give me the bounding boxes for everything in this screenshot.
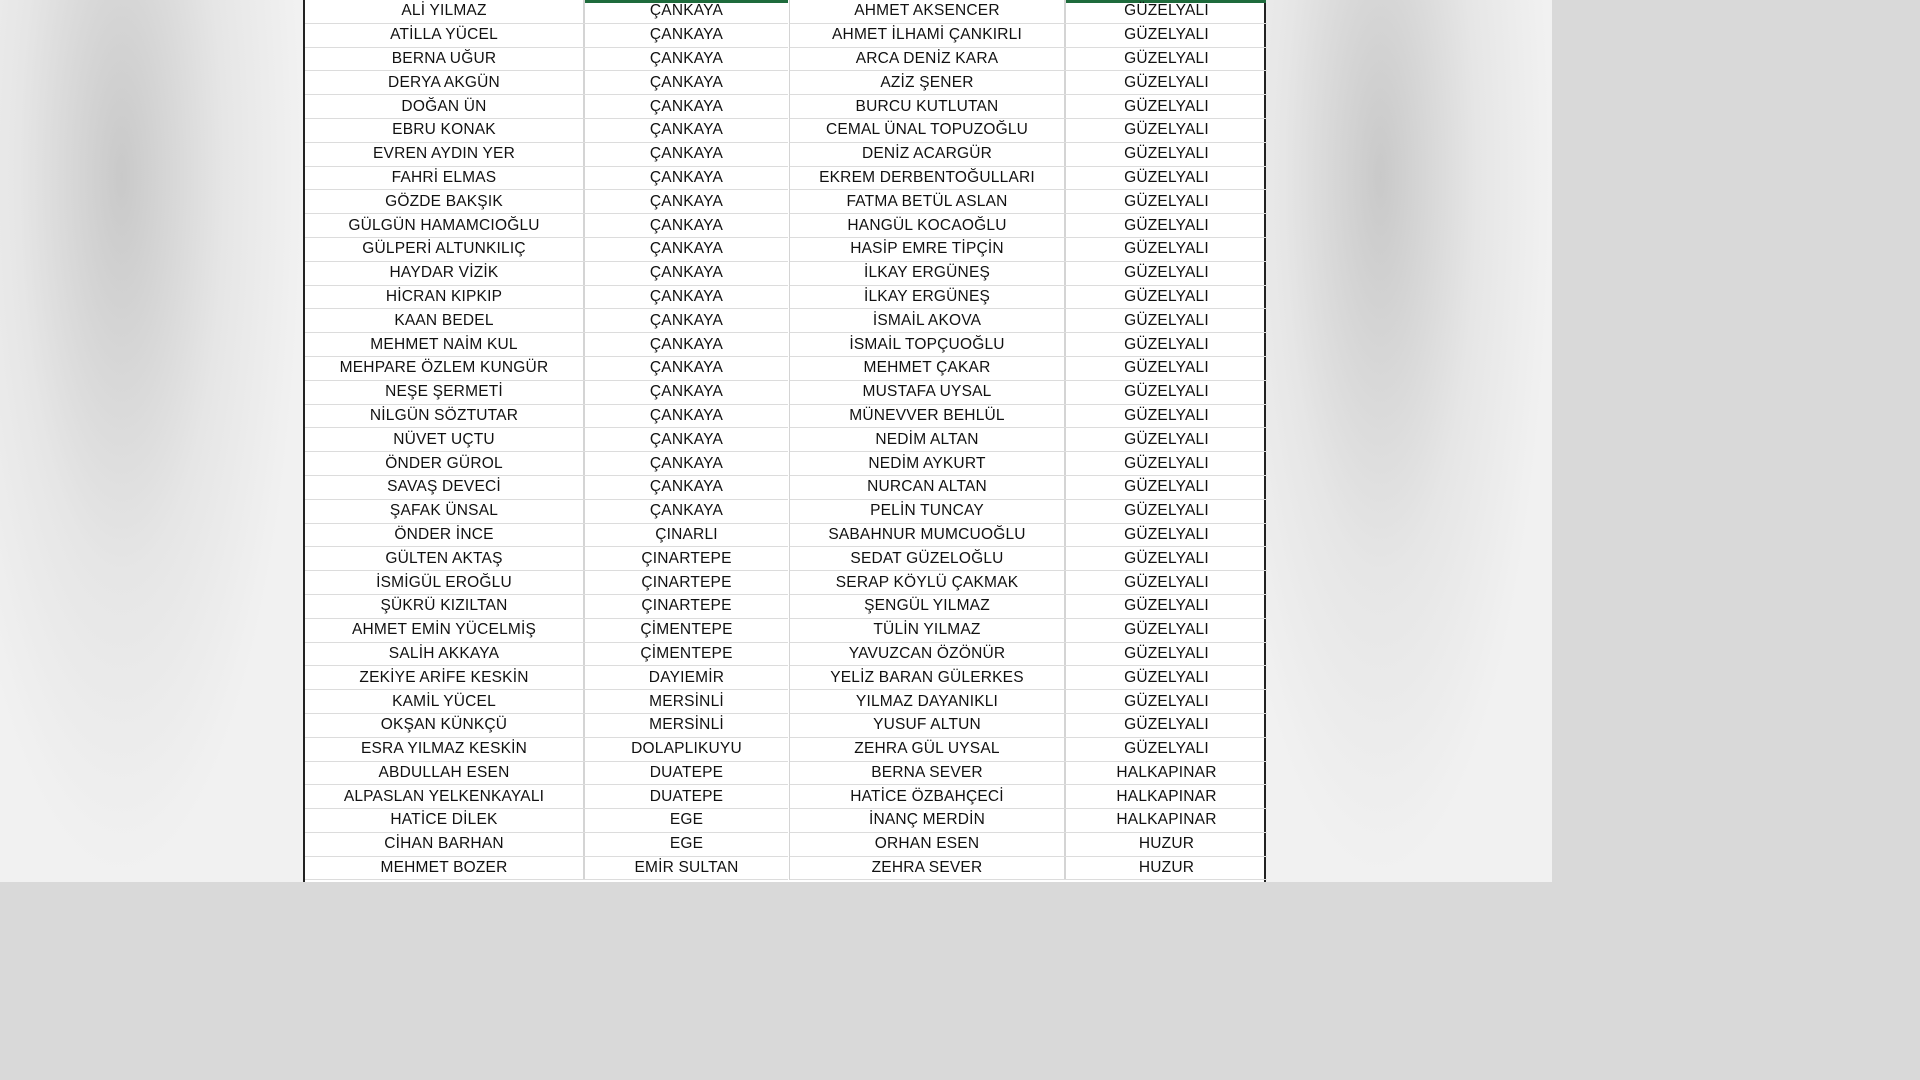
place-cell[interactable]: ÇİMENTEPE [640,621,733,639]
table-row [305,95,788,119]
table-row [790,833,1267,857]
place-cell[interactable]: GÜZELYALI [1124,454,1209,472]
table-row [790,785,1267,809]
name-cell[interactable]: ALİ YILMAZ [305,0,585,23]
table-row [790,167,1267,191]
name-cell[interactable]: ORHAN ESEN [790,833,1066,856]
place-cell[interactable]: ÇANKAYA [649,478,724,496]
place-cell[interactable]: ÇINARTEPE [641,597,732,615]
name-cell[interactable]: PELİN TUNCAY [790,500,1066,523]
place-cell[interactable]: ÇANKAYA [649,26,724,44]
place-cell[interactable]: GÜZELYALI [1124,264,1209,282]
name-cell[interactable]: ŞENGÜL YILMAZ [790,595,1066,618]
table-row [305,500,788,524]
name-cell[interactable]: CEMAL ÜNAL TOPUZOĞLU [790,119,1066,142]
table-row [790,428,1267,452]
place-cell[interactable]: GÜZELYALI [1124,692,1209,710]
place-cell[interactable]: ÇANKAYA [649,168,724,186]
name-cell[interactable]: ÖNDER GÜROL [305,452,585,475]
table-row [790,0,1267,24]
place-cell[interactable]: ÇANKAYA [649,383,724,401]
place-cell[interactable]: GÜZELYALI [1124,216,1209,234]
name-cell[interactable]: DENİZ ACARGÜR [790,143,1066,166]
place-cell[interactable]: ÇANKAYA [649,430,724,448]
name-cell[interactable]: BERNA UĞUR [305,48,585,71]
name-cell[interactable]: OKŞAN KÜNKÇÜ [305,714,585,737]
place-cell[interactable]: ÇANKAYA [649,311,724,329]
place-cell[interactable]: GÜZELYALI [1124,49,1209,67]
table-row [790,143,1267,167]
blurred-background-right [1266,0,1552,882]
place-cell[interactable]: ÇANKAYA [649,121,724,139]
table-row [790,71,1267,95]
place-cell[interactable]: ÇANKAYA [649,240,724,258]
table-row [305,738,788,762]
table-row [305,190,788,214]
place-cell[interactable]: GÜZELYALI [1124,359,1209,377]
place-cell[interactable]: GÜZELYALI [1124,668,1209,686]
table-row [305,214,788,238]
name-cell[interactable]: ESRA YILMAZ KESKİN [305,738,585,761]
table-row [305,833,788,857]
name-cell[interactable]: İSMAİL TOPÇUOĞLU [790,333,1066,356]
name-cell[interactable]: HİCRAN KIPKIP [305,286,585,309]
place-cell[interactable]: ÇANKAYA [649,502,724,520]
name-cell[interactable]: FAHRİ ELMAS [305,167,585,190]
place-cell[interactable]: GÜZELYALI [1124,2,1209,20]
table-row [305,71,788,95]
table-row [305,24,788,48]
name-cell[interactable]: DERYA AKGÜN [305,71,585,94]
name-cell[interactable]: NEŞE ŞERMETİ [305,381,585,404]
place-cell[interactable]: ÇANKAYA [649,145,724,163]
name-cell[interactable]: GÜLGÜN HAMAMCIOĞLU [305,214,585,237]
table-row [305,381,788,405]
place-cell[interactable]: GÜZELYALI [1124,97,1209,115]
name-cell[interactable]: SERAP KÖYLÜ ÇAKMAK [790,571,1066,594]
name-cell[interactable]: NEDİM ALTAN [790,428,1066,451]
name-cell[interactable]: BERNA SEVER [790,762,1066,785]
table-row [790,500,1267,524]
name-cell[interactable]: FATMA BETÜL ASLAN [790,190,1066,213]
table-row [305,595,788,619]
place-cell[interactable]: GÜZELYALI [1124,287,1209,305]
place-cell[interactable]: ÇANKAYA [649,73,724,91]
name-cell[interactable]: İLKAY ERGÜNEŞ [790,262,1066,285]
place-cell[interactable]: GÜZELYALI [1124,644,1209,662]
place-cell[interactable]: ÇANKAYA [649,287,724,305]
name-cell[interactable]: ARCA DENİZ KARA [790,48,1066,71]
table-row [305,690,788,714]
name-cell[interactable]: NURCAN ALTAN [790,476,1066,499]
name-cell[interactable]: İNANÇ MERDİN [790,809,1066,832]
name-cell[interactable]: ZEKİYE ARİFE KESKİN [305,666,585,689]
place-cell[interactable]: ÇANKAYA [649,335,724,353]
name-cell[interactable]: KAAN BEDEL [305,309,585,332]
table-row [790,857,1267,881]
name-cell[interactable]: TÜLİN YILMAZ [790,619,1066,642]
name-cell[interactable]: YUSUF ALTUN [790,714,1066,737]
table-row [305,405,788,429]
name-cell[interactable]: MUSTAFA UYSAL [790,381,1066,404]
place-cell[interactable]: GÜZELYALI [1124,168,1209,186]
name-cell[interactable]: MEHMET NAİM KUL [305,333,585,356]
table-row [790,24,1267,48]
name-cell[interactable]: AHMET EMİN YÜCELMİŞ [305,619,585,642]
place-cell[interactable]: ÇANKAYA [649,49,724,67]
place-cell[interactable]: GÜZELYALI [1124,121,1209,139]
table-row [790,48,1267,72]
table-row [305,714,788,738]
table-row [790,738,1267,762]
place-cell[interactable]: ÇINARTEPE [641,573,732,591]
place-cell[interactable]: ÇANKAYA [649,454,724,472]
table-row [305,428,788,452]
place-cell[interactable]: GÜZELYALI [1124,335,1209,353]
place-cell[interactable]: DAYIEMİR [648,668,725,686]
name-cell[interactable]: AHMET İLHAMİ ÇANKIRLI [790,24,1066,47]
place-cell[interactable]: ÇANKAYA [649,359,724,377]
name-cell[interactable]: ÖNDER İNCE [305,524,585,547]
right-table [789,0,1267,880]
table-row [790,619,1267,643]
place-cell[interactable]: GÜZELYALI [1124,621,1209,639]
table-row [790,643,1267,667]
name-cell[interactable]: MEHMET BOZER [305,857,585,880]
name-cell[interactable]: GÜLPERİ ALTUNKILIÇ [305,238,585,261]
table-row [790,357,1267,381]
table-row [305,452,788,476]
table-row [305,666,788,690]
place-cell[interactable]: GÜZELYALI [1124,406,1209,424]
place-cell[interactable]: GÜZELYALI [1124,502,1209,520]
table-row [305,762,788,786]
table-row [305,167,788,191]
name-cell[interactable]: CİHAN BARHAN [305,833,585,856]
table-row [790,452,1267,476]
place-cell[interactable]: GÜZELYALI [1124,525,1209,543]
table-row [305,119,788,143]
name-cell[interactable]: EVREN AYDIN YER [305,143,585,166]
table-row [790,714,1267,738]
table-row [305,238,788,262]
table-row [790,286,1267,310]
table-row [305,0,788,24]
place-cell[interactable]: GÜZELYALI [1124,311,1209,329]
name-cell[interactable]: SALİH AKKAYA [305,643,585,666]
name-cell[interactable]: NİLGÜN SÖZTUTAR [305,405,585,428]
name-cell[interactable]: ZEHRA SEVER [790,857,1066,880]
name-cell[interactable]: İSMAİL AKOVA [790,309,1066,332]
table-row [790,476,1267,500]
table-row [305,309,788,333]
name-cell[interactable]: YILMAZ DAYANIKLI [790,690,1066,713]
name-cell[interactable]: EKREM DERBENTOĞULLARI [790,167,1066,190]
name-cell[interactable]: HANGÜL KOCAOĞLU [790,214,1066,237]
name-cell[interactable]: EBRU KONAK [305,119,585,142]
name-cell[interactable]: SEDAT GÜZELOĞLU [790,547,1066,570]
name-cell[interactable]: GÖZDE BAKŞIK [305,190,585,213]
table-row [790,571,1267,595]
place-cell[interactable]: HALKAPINAR [1116,763,1217,781]
table-row [790,762,1267,786]
name-cell[interactable]: ALPASLAN YELKENKAYALI [305,785,585,808]
table-row [305,619,788,643]
table-row [305,857,788,881]
left-table [305,0,788,880]
name-cell[interactable]: ATİLLA YÜCEL [305,24,585,47]
place-cell[interactable]: GÜZELYALI [1124,716,1209,734]
table-row [305,143,788,167]
name-cell[interactable]: İSMİGÜL EROĞLU [305,571,585,594]
name-cell[interactable]: ABDULLAH ESEN [305,762,585,785]
place-cell[interactable]: GÜZELYALI [1124,597,1209,615]
name-cell[interactable]: YAVUZCAN ÖZÖNÜR [790,643,1066,666]
name-cell[interactable]: ZEHRA GÜL UYSAL [790,738,1066,761]
table-row [790,405,1267,429]
table-row [790,238,1267,262]
place-cell[interactable]: ÇİMENTEPE [640,644,733,662]
place-cell[interactable]: GÜZELYALI [1124,740,1209,758]
table-row [790,690,1267,714]
place-cell[interactable]: ÇINARLI [655,525,718,543]
name-cell[interactable]: AZİZ ŞENER [790,71,1066,94]
place-cell[interactable]: DUATEPE [649,787,724,805]
table-row [790,524,1267,548]
table-row [790,309,1267,333]
table-row [790,809,1267,833]
table-row [305,357,788,381]
name-cell[interactable]: YELİZ BARAN GÜLERKES [790,666,1066,689]
blurred-background-left [0,0,304,882]
place-cell[interactable]: GÜZELYALI [1124,73,1209,91]
table-row [305,809,788,833]
place-cell[interactable]: EGE [669,811,704,829]
table-row [790,214,1267,238]
table-row [790,333,1267,357]
spreadsheet [303,0,1266,882]
place-cell[interactable]: GÜZELYALI [1124,192,1209,210]
name-cell[interactable]: NÜVET UÇTU [305,428,585,451]
place-cell[interactable]: GÜZELYALI [1124,549,1209,567]
table-row [305,643,788,667]
table-row [790,95,1267,119]
name-cell[interactable]: BURCU KUTLUTAN [790,95,1066,118]
place-cell[interactable]: GÜZELYALI [1124,573,1209,591]
name-cell[interactable]: DOĞAN ÜN [305,95,585,118]
name-cell[interactable]: HASİP EMRE TİPÇİN [790,238,1066,261]
place-cell[interactable]: GÜZELYALI [1124,240,1209,258]
table-row [790,547,1267,571]
place-cell[interactable]: HUZUR [1138,835,1195,853]
place-cell[interactable]: GÜZELYALI [1124,145,1209,163]
name-cell[interactable]: MÜNEVVER BEHLÜL [790,405,1066,428]
place-cell[interactable]: ÇANKAYA [649,192,724,210]
place-cell[interactable]: EMİR SULTAN [634,859,739,877]
table-row [305,262,788,286]
name-cell[interactable]: HAYDAR VİZİK [305,262,585,285]
name-cell[interactable]: HATİCE ÖZBAHÇECİ [790,785,1066,808]
place-cell[interactable]: ÇANKAYA [649,216,724,234]
name-cell[interactable]: SAVAŞ DEVECİ [305,476,585,499]
name-cell[interactable]: AHMET AKSENCER [790,0,1066,23]
table-row [305,547,788,571]
table-row [305,524,788,548]
place-cell[interactable]: HUZUR [1138,859,1195,877]
name-cell[interactable]: GÜLTEN AKTAŞ [305,547,585,570]
place-cell[interactable]: GÜZELYALI [1124,478,1209,496]
table-row [305,48,788,72]
place-cell[interactable]: MERSİNLİ [649,692,724,710]
name-cell[interactable]: MEHMET ÇAKAR [790,357,1066,380]
table-row [305,571,788,595]
place-cell[interactable]: ÇANKAYA [649,97,724,115]
name-cell[interactable]: ŞÜKRÜ KIZILTAN [305,595,585,618]
table-row [305,286,788,310]
name-cell[interactable]: ŞAFAK ÜNSAL [305,500,585,523]
place-cell[interactable]: ÇANKAYA [649,2,724,20]
place-cell[interactable]: HALKAPINAR [1116,787,1217,805]
name-cell[interactable]: SABAHNUR MUMCUOĞLU [790,524,1066,547]
name-cell[interactable]: MEHPARE ÖZLEM KUNGÜR [305,357,585,380]
place-cell[interactable]: ÇINARTEPE [641,549,732,567]
place-cell[interactable]: GÜZELYALI [1124,430,1209,448]
place-cell[interactable]: ÇANKAYA [649,264,724,282]
name-cell[interactable]: NEDİM AYKURT [790,452,1066,475]
place-cell[interactable]: DUATEPE [649,763,724,781]
place-cell[interactable]: GÜZELYALI [1124,26,1209,44]
place-cell[interactable]: HALKAPINAR [1116,811,1217,829]
table-row [305,333,788,357]
table-row [790,262,1267,286]
place-cell[interactable]: EGE [669,835,704,853]
table-row [790,381,1267,405]
table-row [790,190,1267,214]
place-cell[interactable]: MERSİNLİ [649,716,724,734]
table-row [790,666,1267,690]
table-row [305,785,788,809]
table-row [305,476,788,500]
name-cell[interactable]: İLKAY ERGÜNEŞ [790,286,1066,309]
place-cell[interactable]: ÇANKAYA [649,406,724,424]
table-row [790,595,1267,619]
table-row [790,119,1267,143]
name-cell[interactable]: HATİCE DİLEK [305,809,585,832]
place-cell[interactable]: DOLAPLIKUYU [631,740,742,758]
place-cell[interactable]: GÜZELYALI [1124,383,1209,401]
name-cell[interactable]: KAMİL YÜCEL [305,690,585,713]
